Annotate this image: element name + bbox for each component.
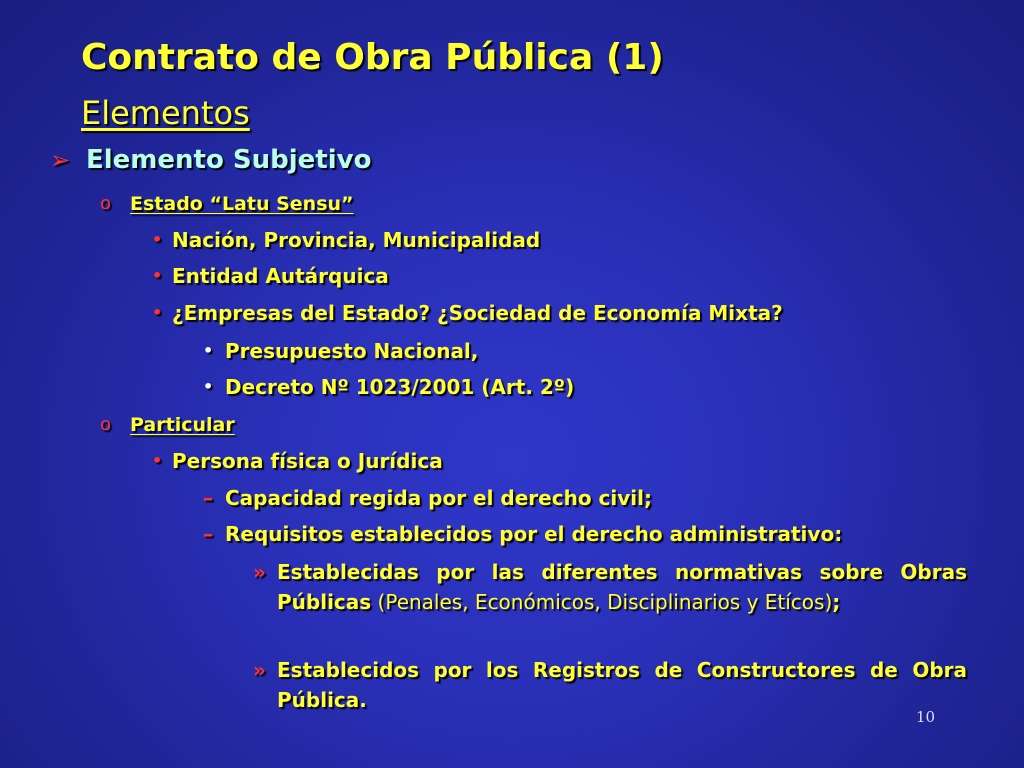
list-item xyxy=(203,520,842,548)
list-item-estado xyxy=(100,190,354,218)
dot-bullet-icon: • xyxy=(203,341,214,360)
list-item-text: Requisitos establecidos por el derecho administrativo: xyxy=(225,522,843,546)
list-item-text: Entidad Autárquica xyxy=(172,264,389,288)
heading-elemento-subjetivo xyxy=(50,142,371,178)
list-item-text: Decreto Nº 1023/2001 (Art. 2º) xyxy=(225,375,575,399)
list-item xyxy=(152,447,443,475)
estado-label: Estado “Latu Sensu” xyxy=(130,193,354,215)
dash-bullet-icon: – xyxy=(203,522,213,546)
list-item-text: Persona física o Jurídica xyxy=(172,449,443,473)
list-item xyxy=(203,373,574,401)
list-item-detail-registros xyxy=(253,655,968,715)
list-item-particular xyxy=(100,411,235,439)
dot-bullet-icon: • xyxy=(152,451,163,470)
detail-bold-text: Establecidas por las diferentes normativas sobre Obras Públicas xyxy=(277,560,967,614)
list-item-text: Presupuesto Nacional, xyxy=(225,339,479,363)
slide-subtitle: Elementos xyxy=(81,94,250,132)
list-item-text: Capacidad regida por el derecho civil; xyxy=(225,486,652,510)
detail-text xyxy=(277,557,967,617)
circle-bullet-icon: o xyxy=(100,193,112,214)
page-number: 10 xyxy=(916,708,936,726)
raquo-bullet-icon: » xyxy=(253,560,266,584)
detail-end-text: ; xyxy=(832,590,841,614)
list-item-text: Nación, Provincia, Municipalidad xyxy=(172,228,541,252)
dot-bullet-icon: • xyxy=(152,266,163,285)
heading-text: Elemento Subjetivo xyxy=(86,145,372,175)
dot-bullet-icon: • xyxy=(152,230,163,249)
circle-bullet-icon: o xyxy=(100,414,112,435)
list-item xyxy=(203,484,652,512)
list-item-detail-normativas xyxy=(253,557,968,617)
detail-text: Establecidos por los Registros de Constructores de Obra Pública. xyxy=(277,658,967,712)
list-item xyxy=(152,262,389,290)
arrow-bullet-icon: ➢ xyxy=(50,146,71,174)
detail-normal-text: (Penales, Económicos, Disciplinarios y Etícos) xyxy=(371,590,833,614)
particular-label: Particular xyxy=(130,414,235,436)
slide-title: Contrato de Obra Pública (1) xyxy=(81,37,664,78)
dash-bullet-icon: – xyxy=(203,486,213,510)
list-item xyxy=(152,226,540,254)
dot-bullet-icon: • xyxy=(203,377,214,396)
list-item xyxy=(203,337,478,365)
dot-bullet-icon: • xyxy=(152,303,163,322)
list-item xyxy=(152,299,783,327)
raquo-bullet-icon: » xyxy=(253,658,266,682)
list-item-text: ¿Empresas del Estado? ¿Sociedad de Economía Mixta? xyxy=(172,301,783,325)
